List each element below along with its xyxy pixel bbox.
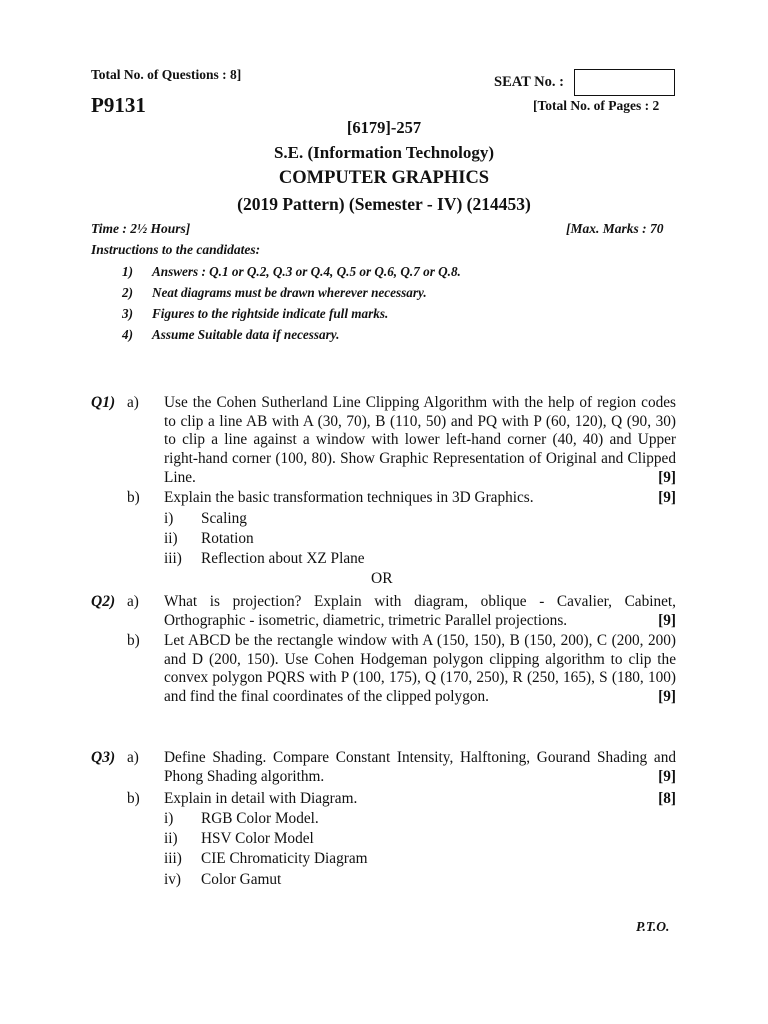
q1a-text	[164, 394, 676, 488]
instruction-number: 4)	[122, 327, 133, 342]
q2b-question: Let ABCD be the rectangle window with A (150, 150), B (150, 200), C (200, 200) and D (200, 150). Use Cohen Hodgeman polygon clipping algorithm to clip the convex polygon PQRS with P (100, 175), Q (170, 250), R (250, 165), S (180, 100) and find the final coordinates of the clipped polygon.	[164, 632, 676, 706]
q3b-item-number: i)	[164, 810, 174, 827]
max-marks: [Max. Marks : 70	[566, 221, 664, 236]
q1b-marks: [9]	[658, 489, 676, 506]
q2b-label: b)	[127, 632, 140, 649]
q1b-item-number: iii)	[164, 550, 182, 567]
q3b-item-text: RGB Color Model.	[201, 810, 319, 827]
q2b-marks: [9]	[658, 688, 676, 706]
q1b-text	[164, 489, 676, 508]
q3b-question: Explain in detail with Diagram.	[164, 790, 358, 807]
q1b-item-text: Scaling	[201, 510, 247, 527]
q1-label: Q1)	[91, 394, 116, 411]
q1b-label: b)	[127, 489, 140, 506]
pattern-line: (2019 Pattern) (Semester - IV) (214453)	[237, 194, 531, 214]
q3a-text	[164, 749, 676, 786]
q3b-item-number: iv)	[164, 871, 181, 888]
instruction-text: Neat diagrams must be drawn wherever necessary.	[152, 285, 427, 300]
instruction-number: 3)	[122, 306, 133, 321]
q1b-item-number: ii)	[164, 530, 178, 547]
exam-code: [6179]-257	[346, 118, 422, 137]
q1a-marks: [9]	[658, 468, 676, 486]
q1a-label: a)	[127, 394, 139, 411]
q3b-item-text: HSV Color Model	[201, 830, 314, 847]
q1b-item-text: Reflection about XZ Plane	[201, 550, 365, 567]
q1b-item-text: Rotation	[201, 530, 254, 547]
q1b-item-number: i)	[164, 510, 174, 527]
q3b-item-text: CIE Chromaticity Diagram	[201, 850, 368, 867]
q1a-question: Use the Cohen Sutherland Line Clipping Algorithm with the help of region codes to clip a line AB with A (30, 70), B (110, 50) and PQ with P (60, 120), Q (90, 30) to clip a line against a window with lower left-hand corner (40, 40) and Upper right-hand corner (100, 80). Show Graphic Representation of Original and Clipped Line.	[164, 394, 676, 486]
seat-number-box[interactable]	[574, 69, 675, 96]
q3b-item-text: Color Gamut	[201, 871, 282, 888]
q1b-question: Explain the basic transformation techniques in 3D Graphics.	[164, 489, 534, 506]
instruction-text: Figures to the rightside indicate full marks.	[152, 306, 389, 321]
q3-label: Q3)	[91, 749, 116, 766]
q3b-label: b)	[127, 790, 140, 807]
q2a-text	[164, 593, 676, 630]
subject-title: COMPUTER GRAPHICS	[278, 168, 490, 188]
q3b-marks: [8]	[658, 790, 676, 807]
total-questions: Total No. of Questions : 8]	[91, 67, 242, 82]
paper-code: P9131	[91, 93, 146, 117]
seat-label: SEAT No. :	[494, 74, 564, 90]
q2a-question: What is projection? Explain with diagram, oblique - Cavalier, Cabinet, Orthographic - isometric, diametric, trimetric Parallel projections.	[164, 593, 676, 629]
instruction-number: 2)	[122, 285, 133, 300]
q2-label: Q2)	[91, 593, 116, 610]
q3b-item-number: ii)	[164, 830, 178, 847]
instruction-text: Answers : Q.1 or Q.2, Q.3 or Q.4, Q.5 or Q.6, Q.7 or Q.8.	[152, 264, 461, 279]
instruction-text: Assume Suitable data if necessary.	[152, 327, 340, 342]
course-title: S.E. (Information Technology)	[273, 143, 495, 162]
q2a-marks: [9]	[658, 611, 676, 629]
q3b-item-number: iii)	[164, 850, 182, 867]
pto-label: P.T.O.	[636, 919, 670, 934]
total-pages: [Total No. of Pages : 2	[533, 98, 660, 113]
q3a-question: Define Shading. Compare Constant Intensity, Halftoning, Gourand Shading and Phong Shading algorithm.	[164, 749, 676, 785]
q3b-text	[164, 790, 676, 809]
q2b-text	[164, 632, 676, 707]
instructions-title: Instructions to the candidates:	[91, 242, 261, 257]
q2a-label: a)	[127, 593, 139, 610]
time-label: Time : 2½ Hours]	[91, 221, 191, 236]
or-separator: OR	[371, 570, 393, 587]
q3a-marks: [9]	[658, 767, 676, 785]
q3a-label: a)	[127, 749, 139, 766]
instruction-number: 1)	[122, 264, 133, 279]
